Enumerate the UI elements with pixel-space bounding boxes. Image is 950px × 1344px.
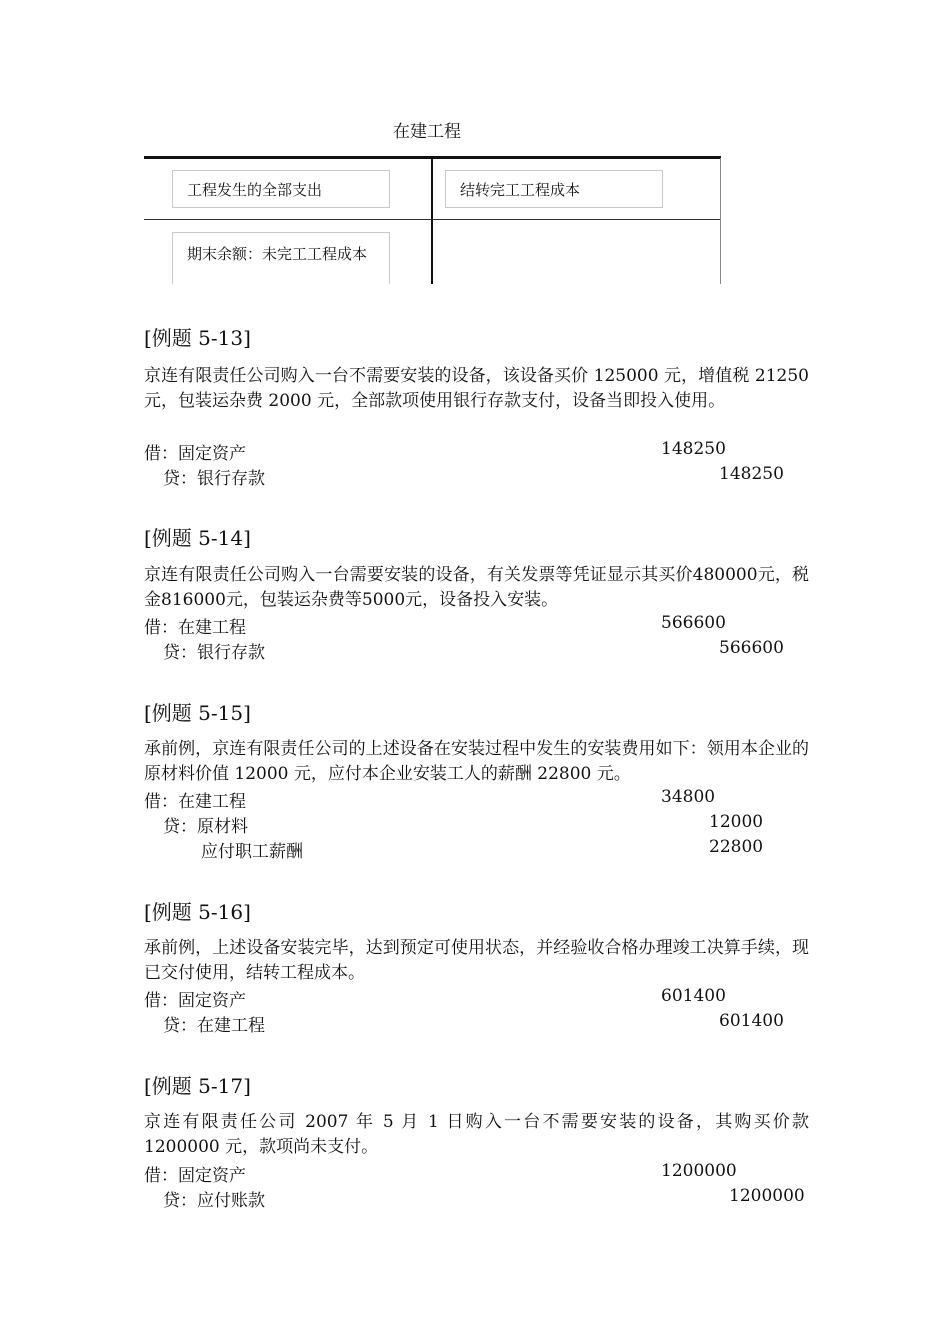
- example-heading: [例题 5-13]: [144, 326, 251, 350]
- t-account-divider: [144, 219, 721, 220]
- example-text: 京连有限责任公司购入一台需要安装的设备，有关发票等凭证显示其买价480000元，税金816000元，包装运杂费等5000元，设备投入安装。: [144, 565, 809, 610]
- debit-amount: 34800: [661, 787, 716, 807]
- example-text: 京连有限责任公司购入一台不需要安装的设备，该设备买价 125000 元，增值税 21250 元，包装运杂费 2000 元，全部款项使用银行存款支付，设备当即投入使用。: [144, 366, 809, 411]
- ending-balance-box: [172, 232, 390, 284]
- debit-amount: 1200000: [661, 1161, 737, 1181]
- credit-account: 贷：在建工程: [163, 1016, 265, 1036]
- credit-amount: 601400: [719, 1011, 784, 1031]
- debit-account: 借：在建工程: [144, 792, 246, 812]
- ending-balance-label: 期末余额：未完工工程成本: [187, 245, 368, 263]
- debit-account: 借：在建工程: [144, 618, 246, 638]
- credit-account: 贷：应付账款: [163, 1191, 265, 1211]
- credit-account: 贷：银行存款: [163, 469, 265, 489]
- debit-amount: 148250: [661, 439, 726, 459]
- debit-account: 借：固定资产: [144, 444, 246, 464]
- credit-entry-label: 结转完工工程成本: [460, 180, 581, 199]
- credit-account: 贷：原材料: [163, 817, 248, 837]
- credit-amount: 1200000: [729, 1186, 805, 1206]
- credit-amount: 12000: [709, 812, 764, 832]
- credit-amount: 566600: [719, 638, 784, 658]
- debit-entry-box: [172, 170, 390, 208]
- t-account-title: 在建工程: [393, 122, 461, 142]
- debit-account: 借：固定资产: [144, 991, 246, 1011]
- debit-amount: 601400: [661, 986, 726, 1006]
- example-heading: [例题 5-15]: [144, 701, 251, 725]
- debit-amount: 566600: [661, 613, 726, 633]
- credit-entry-box: [445, 170, 663, 208]
- example-heading: [例题 5-17]: [144, 1074, 251, 1098]
- example-heading: [例题 5-14]: [144, 526, 251, 550]
- credit-account: 贷：银行存款: [163, 643, 265, 663]
- example-text: 承前例，京连有限责任公司的上述设备在安装过程中发生的安装费用如下：领用本企业的原材料价值 12000 元，应付本企业安装工人的薪酬 22800 元。: [144, 739, 809, 784]
- credit-amount-2: 22800: [709, 837, 764, 857]
- t-account-center-rule: [431, 158, 433, 284]
- t-account-right-edge: [720, 158, 721, 284]
- example-text: 京连有限责任公司 2007 年 5 月 1 日购入一台不需要安装的设备，其购买价款 1200000 元，款项尚未支付。: [144, 1112, 809, 1157]
- example-heading: [例题 5-16]: [144, 900, 251, 924]
- example-text: 承前例，上述设备安装完毕，达到预定可使用状态，并经验收合格办理竣工决算手续，现已交付使用，结转工程成本。: [144, 938, 809, 983]
- credit-amount: 148250: [719, 464, 784, 484]
- credit-account-2: 应付职工薪酬: [201, 842, 303, 862]
- debit-entry-label: 工程发生的全部支出: [187, 180, 323, 199]
- debit-account: 借：固定资产: [144, 1166, 246, 1186]
